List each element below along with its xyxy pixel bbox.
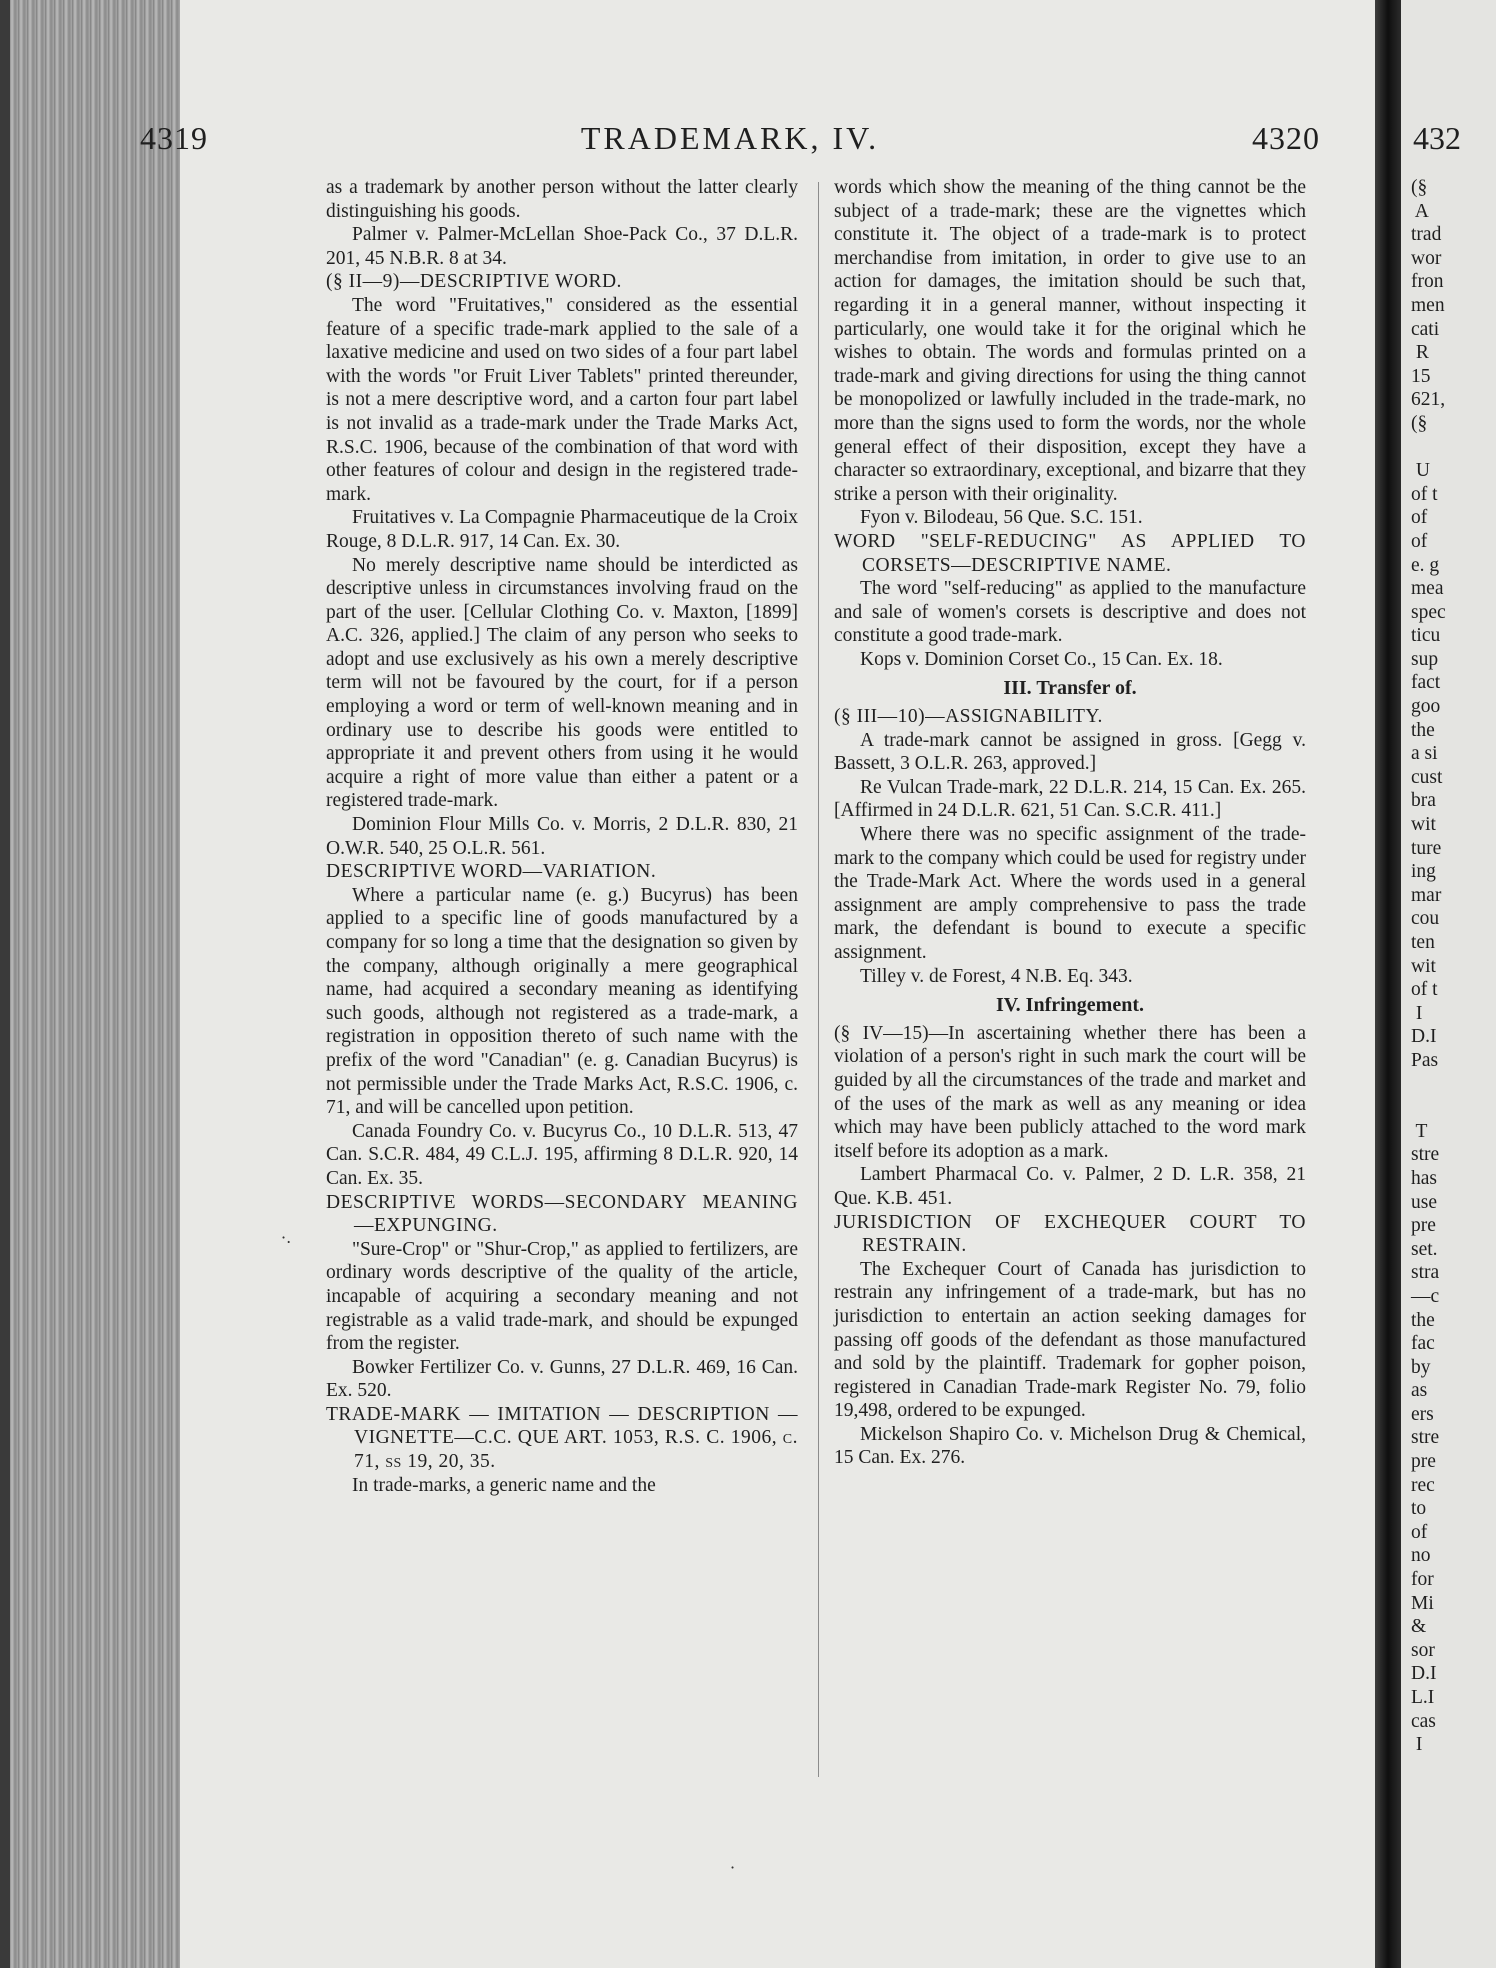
margin-mark: ·. <box>281 1228 292 1247</box>
topic-heading: DESCRIPTIVE WORDS—SECONDARY MEANING —EXPUNGING. <box>326 1191 798 1237</box>
case-citation: Kops v. Dominion Corset Co., 15 Can. Ex. 18. <box>860 648 1223 670</box>
section-heading: III. Transfer of. <box>1003 677 1137 700</box>
paragraph: words which show the meaning of the thing cannot be the subject of a trade-mark; these are the vignettes which constitute it. The object of a trade-mark is to protect merchandise from imitation, in order to give use to an action for damages, the imitation should be such that, regarding it in a general manner, without inspecting it particularly, one would take it for the original which he wishes to obtain. The words and formulas printed on a trade-mark and giving directions for using the thing cannot be monopolized or lawfully included in the trade-mark, no more than the signs used to form the words, nor the whole general effect of their disposition, except they have a character so extraordinary, exceptional, and bizarre that they strike a person with their originality. <box>834 177 1306 505</box>
left-column <box>326 176 798 1497</box>
topic-heading: DESCRIPTIVE WORD—VARIATION. <box>326 861 657 883</box>
book-page-edges <box>0 0 180 1968</box>
case-citation: Tilley v. de Forest, 4 N.B. Eq. 343. <box>860 965 1133 987</box>
adjacent-page-number: 432 <box>1413 120 1461 156</box>
adjacent-page-text: (§ A trad wor fron men cati R 15 621, (§ U of t of of e. g mea spec ticu sup fact goo the a si cust bra wit ture ing mar cou ten wit of t I D.I Pas T stre has use pre set. stra —c the fac by as ers stre pre rec to of no for Mi & sor D.I L.I cas I <box>1411 177 1446 1756</box>
paragraph: The word "Fruitatives," considered as the essential feature of a specific trade-mark applied to the sale of a laxative medicine and used on two sides of a four part label with the words "or Fruit Liver Tablets" printed thereunder, is not a mere descriptive word, and a carton four part label is not invalid as a trade-mark under the Trade Marks Act, R.S.C. 1906, because of the combination of that word with other features of colour and design in the registered trade-mark. <box>326 294 798 505</box>
case-citation: Dominion Flour Mills Co. v. Morris, 2 D.L.R. 830, 21 O.W.R. 540, 25 O.L.R. 561. <box>326 814 798 859</box>
case-citation: Mickelson Shapiro Co. v. Michelson Drug & Chemical, 15 Can. Ex. 276. <box>834 1423 1306 1469</box>
paragraph: as a trademark by another person without the latter clearly distinguishing his goods. <box>326 177 798 222</box>
case-citation: Palmer v. Palmer-McLellan Shoe-Pack Co., 37 D.L.R. 201, 45 N.B.R. 8 at 34. <box>326 224 798 269</box>
section-heading: IV. Infringement. <box>996 994 1144 1017</box>
adjacent-page <box>1401 0 1496 1968</box>
right-page-number: 4320 <box>1252 120 1320 156</box>
paragraph: No merely descriptive name should be interdicted as descriptive unless in circumstances involving fraud on the part of the user. [Cellular Clothing Co. v. Maxton, [1899] A.C. 326, applied.] The claim of any person who seeks to adopt and use exclusively as his own a merely descriptive term will not be favoured by the court, for if a person employing a word or term of well-known meaning and in ordinary use to describe his goods were entitled to appropriate it and prevent others from using it he would acquire a right of more value than either a patent or a registered trade-mark. <box>326 554 798 812</box>
paragraph: The Exchequer Court of Canada has jurisdiction to restrain any infringement of a trade-mark, but has no jurisdiction to entertain an action seeking damages for passing off goods of the defendant as those manufactured and sold by the plaintiff. Trademark for gopher poison, registered in Canadian Trade-mark Register No. 79, folio 19,498, ordered to be expunged. <box>834 1258 1306 1422</box>
paragraph: Where a particular name (e. g.) Bucyrus) has been applied to a specific line of goods manufactured by a company for so long a time that the designation so given by the company, although originally a mere geographical name, had acquired a secondary meaning as identifying such goods, although not registered as a trade-mark, a registration in opposition thereto of such name with the prefix of the word "Canadian" (e. g. Canadian Bucyrus) is not permissible under the Trade Marks Act, R.S.C. 1906, c. 71, and will be cancelled upon petition. <box>326 884 798 1119</box>
case-citation: Lambert Pharmacal Co. v. Palmer, 2 D. L.R. 358, 21 Que. K.B. 451. <box>834 1164 1306 1209</box>
topic-heading: (§ III—10)—ASSIGNABILITY. <box>834 706 1103 728</box>
paragraph: In trade-marks, a generic name and the <box>352 1474 656 1496</box>
case-citation: Fyon v. Bilodeau, 56 Que. S.C. 151. <box>860 507 1143 529</box>
paragraph: "Sure-Crop" or "Shur-Crop," as applied to fertilizers, are ordinary words descriptive of the quality of the article, incapable of acquiring a secondary meaning and not registrable as a valid trade-mark, and should be expunged from the register. <box>326 1238 798 1355</box>
book-spine-shadow <box>0 0 10 1968</box>
case-citation: Bowker Fertilizer Co. v. Gunns, 27 D.L.R. 469, 16 Can. Ex. 520. <box>326 1356 798 1402</box>
paragraph: (§ IV—15)—In ascertaining whether there has been a violation of a person's right in such mark the court will be guided by all the circumstances of the trade and market and of the uses of the mark as well as any meaning or idea which may have been publicly attached to the word mark itself before its adoption as a mark. <box>834 1022 1306 1162</box>
column-divider <box>818 182 819 1777</box>
paragraph: Where there was no specific assignment of the trade-mark to the company which could be used for registry under the Trade-Mark Act. Where the words used in a general assignment are amply comprehensive to pass the trade mark, the defendant is bound to execute a specific assignment. <box>834 824 1306 963</box>
topic-heading: WORD "SELF-REDUCING" AS APPLIED TO CORSETS—DESCRIPTIVE NAME. <box>834 530 1306 576</box>
page-title: TRADEMARK, IV. <box>580 120 880 156</box>
topic-heading: JURISDICTION OF EXCHEQUER COURT TO RESTRAIN. <box>834 1211 1306 1257</box>
case-citation: Re Vulcan Trade-mark, 22 D.L.R. 214, 15 Can. Ex. 265. [Affirmed in 24 D.L.R. 621, 51 Can. S.C.R. 411.] <box>834 776 1306 822</box>
case-citation: Fruitatives v. La Compagnie Pharmaceutique de la Croix Rouge, 8 D.L.R. 917, 14 Can. Ex. 30. <box>326 507 798 552</box>
left-page-number: 4319 <box>140 120 208 156</box>
topic-heading: (§ II—9)—DESCRIPTIVE WORD. <box>326 271 622 293</box>
book-gutter <box>1375 0 1401 1968</box>
paragraph: A trade-mark cannot be assigned in gross. [Gegg v. Bassett, 3 O.L.R. 263, approved.] <box>834 729 1306 775</box>
topic-heading: TRADE-MARK — IMITATION — DESCRIPTION — VIGNETTE—C.C. QUE ART. 1053, R.S. C. 1906, c. 71, ss 19, 20, 35. <box>326 1403 798 1473</box>
running-head <box>140 120 1320 160</box>
right-column <box>834 176 1306 1470</box>
page-mark: · <box>730 1858 736 1877</box>
case-citation: Canada Foundry Co. v. Bucyrus Co., 10 D.L.R. 513, 47 Can. S.C.R. 484, 49 C.L.J. 195, affirming 8 D.L.R. 920, 14 Can. Ex. 35. <box>326 1120 798 1189</box>
paragraph: The word "self-reducing" as applied to the manufacture and sale of women's corsets is descriptive and does not constitute a good trade-mark. <box>834 578 1306 647</box>
